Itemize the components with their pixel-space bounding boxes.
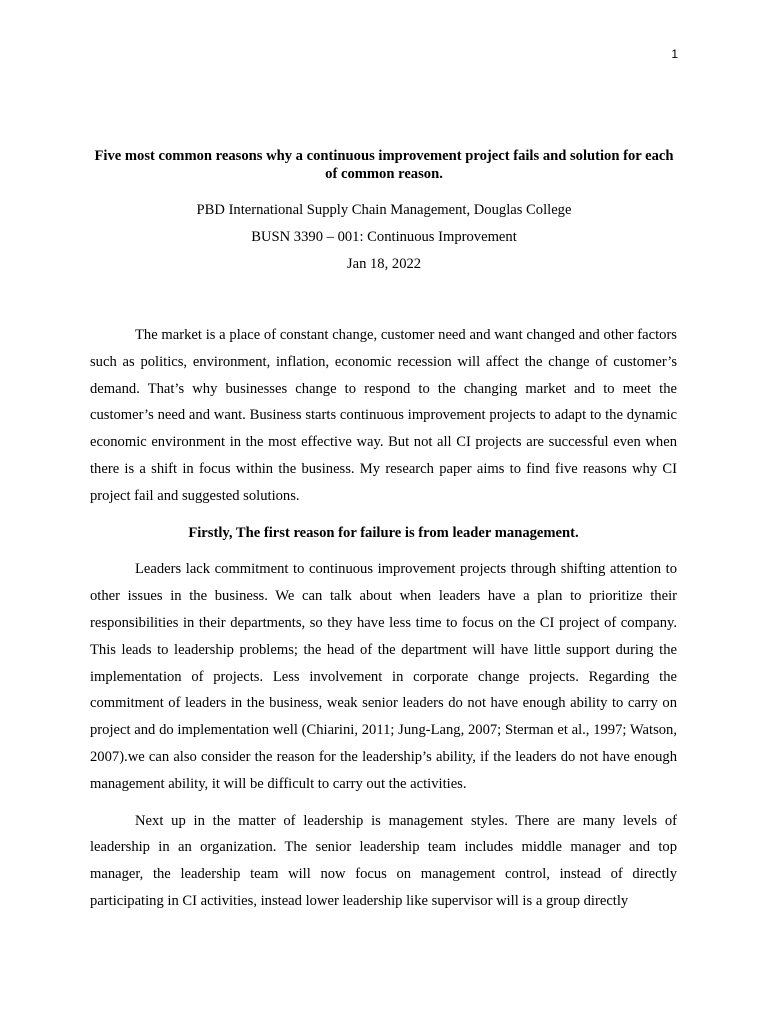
leaders-paragraph: Leaders lack commitment to continuous improvement projects through shifting attention to other issues in the business. We can talk about when leaders have a plan to prioritize their responsibilities in their departments, so they have less time to focus on the CI project of company. This leads to leadership problems; the head of the department will have little support during the implementation of projects. Less involvement in corporate change projects. Regarding the commitment of leaders in the business, weak senior leaders do not have enough ability to carry on project and do implementation well (Chiarini, 2011; Jung-Lang, 2007; Sterman et al., 1997; Watson, 2007).we can also consider the reason for the leadership’s ability, if the leaders do not have enough management ability, it will be difficult to carry out the activities. (90, 561, 677, 792)
section-heading: Firstly, The first reason for failure is from leader management. (188, 524, 579, 541)
intro-paragraph: The market is a place of constant change, customer need and want changed and other factors such as politics, environment, inflation, economic recession will affect the change of customer’s demand. That’s why businesses change to respond to the changing market and to meet the customer’s need and want. Business starts continuous improvement projects to adapt to the dynamic economic environment in the most effective way. But not all CI projects are successful even when there is a shift in focus within the business. My research paper aims to find five reasons why CI project fail and suggested solutions. (90, 327, 677, 504)
institution-line: PBD International Supply Chain Management, Douglas College (196, 202, 572, 218)
date-line: Jan 18, 2022 (346, 256, 422, 272)
management-styles-paragraph: Next up in the matter of leadership is management styles. There are many levels of leadership in an organization. The senior leadership team includes middle manager and top manager, the leadership team will now focus on management control, instead of directly participating in CI activities, instead lower leadership like supervisor will is a group directly (90, 812, 677, 909)
page-number: 1 (671, 47, 678, 61)
title-block (90, 147, 678, 278)
document-body (90, 322, 677, 915)
document-title: Five most common reasons why a continuous improvement project fails and solution for each of common reason. (94, 148, 674, 182)
course-line: BUSN 3390 – 001: Continuous Improvement (251, 229, 517, 245)
